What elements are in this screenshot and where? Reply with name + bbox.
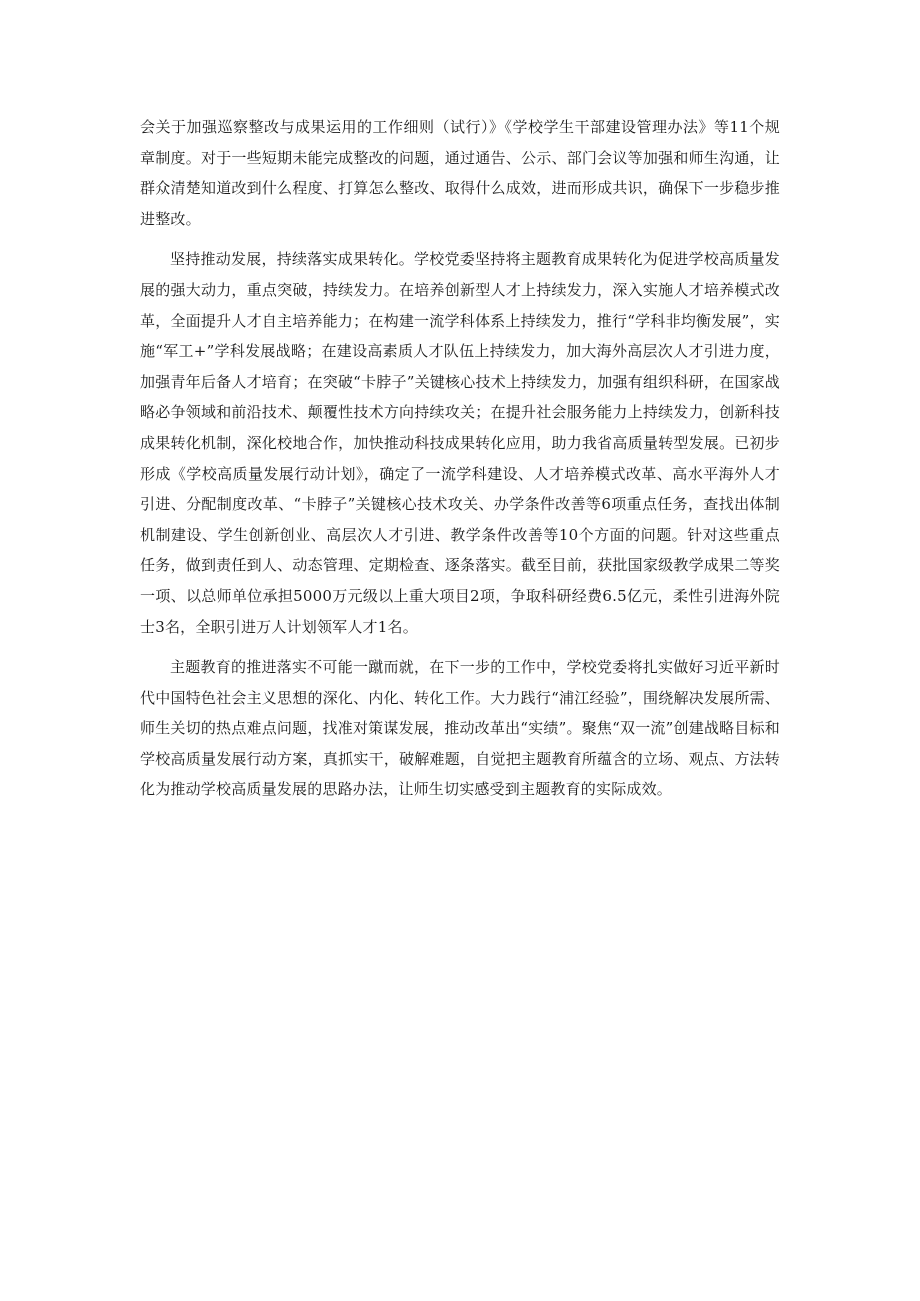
paragraph-continuation: 会关于加强巡察整改与成果运用的工作细则（试行）》《学校学生干部建设管理办法》等11个规章制度。对于一些短期未能完成整改的问题，通过通告、公示、部门会议等加强和师生沟通，让群众清楚知道改到什么程度、打算怎么整改、取得什么成效，进而形成共识，确保下一步稳步推进整改。 — [140, 118, 780, 228]
paragraph-next-steps: 主题教育的推进落实不可能一蹴而就，在下一步的工作中，学校党委将扎实做好习近平新时代中国特色社会主义思想的深化、内化、转化工作。大力践行“浦江经验”，围绕解决发展所需、师生关切的热点难点问题，找准对策谋发展，推动改革出“实绩”。聚焦“双一流”创建战略目标和学校高质量发展行动方案，真抓实干，破解难题，自觉把主题教育所蕴含的立场、观点、方法转化为推动学校高质量发展的思路办法，让师生切实感受到主题教育的实际成效。 — [140, 658, 780, 799]
paragraph-promote-development: 坚持推动发展，持续落实成果转化。学校党委坚持将主题教育成果转化为促进学校高质量发展的强大动力，重点突破，持续发力。在培养创新型人才上持续发力，深入实施人才培养模式改革，全面提升人才自主培养能力；在构建一流学科体系上持续发力，推行“学科非均衡发展”，实施“军工+”学科发展战略；在建设高素质人才队伍上持续发力，加大海外高层次人才引进力度，加强青年后备人才培育；在突破“卡脖子”关键核心技术上持续发力，加强有组织科研，在国家战略必争领域和前沿技术、颠覆性技术方向持续攻关；在提升社会服务能力上持续发力，创新科技成果转化机制，深化校地合作，加快推动科技成果转化应用，助力我省高质量转型发展。已初步形成《学校高质量发展行动计划》，确定了一流学科建设、人才培养模式改革、高水平海外人才引进、分配制度改革、“卡脖子”关键核心技术攻关、办学条件改善等6项重点任务，查找出体制机制建设、学生创新创业、高层次人才引进、教学条件改善等10个方面的问题。针对这些重点任务，做到责任到人、动态管理、定期检查、逐条落实。截至目前，获批国家级教学成果二等奖一项、以总师单位承担5000万元级以上重大项目2项，争取科研经费6.5亿元，柔性引进海外院士3名，全职引进万人计划领军人才1名。 — [140, 250, 780, 636]
document-body — [140, 112, 780, 815]
